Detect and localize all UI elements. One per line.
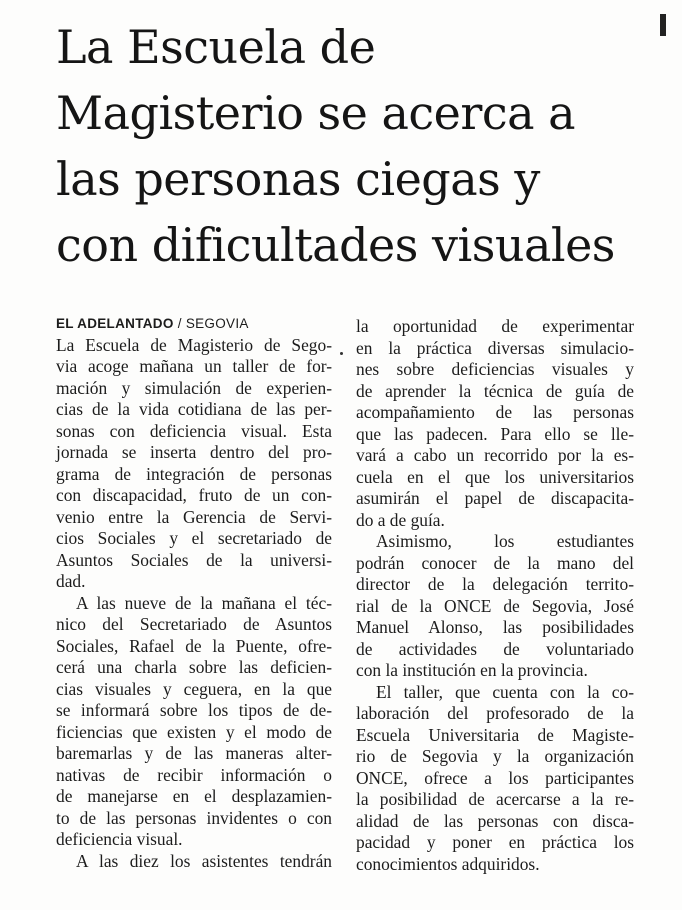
body-line: ONCE, ofrece a los participantes [356, 767, 634, 788]
body-line: El taller, que cuenta con la co- [376, 681, 634, 702]
body-line: cuela en el que los universitarios [356, 466, 634, 487]
body-line: se informará sobre los tipos de de- [56, 700, 332, 720]
body-line: Manuel Alonso, las posibilidades [356, 617, 634, 637]
left-column [56, 313, 332, 872]
body-line: La Escuela de Magisterio de Sego- [56, 334, 332, 355]
headline [56, 14, 656, 278]
body-line: laboración del profesorado de la [356, 703, 634, 723]
body-line: Sociales, Rafael de la Puente, ofre- [56, 635, 332, 656]
body-line: que las padecen. Para ello se lle- [356, 423, 634, 444]
body-line: de actividades de voluntariado [356, 638, 634, 659]
body-line: cerá una charla sobre las deficien- [56, 657, 332, 677]
body-line: Escuela Universitaria de Magiste- [356, 724, 634, 745]
body-line: conocimientos adquiridos. [356, 853, 540, 874]
body-line: dad. [56, 571, 86, 591]
headline-line: las personas ciegas y [56, 152, 540, 206]
body-line: alidad de las personas con disca- [356, 810, 634, 831]
body-line: asumirán el papel de discapacita- [356, 488, 634, 508]
body-line: director de la delegación territo- [356, 574, 634, 594]
body-line: deficiencia visual. [56, 829, 183, 849]
body-line: acompañamiento de las personas [356, 402, 634, 422]
body-line: la oportunidad de experimentar [356, 316, 634, 336]
body-line: cios Sociales y el secretariado de [56, 528, 332, 548]
body-line: pacidad y poner en práctica los [356, 832, 634, 852]
headline-line: La Escuela de [56, 20, 376, 74]
byline-location: SEGOVIA [185, 316, 249, 331]
body-line: grama de integración de personas [56, 463, 332, 484]
headline-line: con dificultades visuales [56, 218, 615, 272]
headline-line: Magisterio se acerca a [56, 86, 576, 140]
body-line: la posibilidad de acercarse a la re- [356, 789, 634, 809]
print-speck [340, 352, 343, 355]
body-line: to de las personas invidentes o con [56, 807, 332, 828]
body-line: de manejarse en el desplazamien- [56, 786, 332, 806]
right-column [356, 316, 634, 875]
body-line: venio entre la Gerencia de Servi- [56, 506, 332, 527]
body-line: cias de la vida cotidiana de las per- [56, 399, 332, 419]
body-line: via acoge mañana un taller de for- [56, 356, 332, 376]
body-line: baremarlas y de las maneras alter- [56, 743, 332, 763]
body-line: de aprender la técnica de guía de [356, 380, 634, 401]
byline-separator: / [173, 316, 186, 331]
body-line: rio de Segovia y la organización [356, 746, 634, 766]
body-line: sonas con deficiencia visual. Esta [56, 420, 332, 441]
body-line: cias visuales y ceguera, en la que [56, 678, 332, 699]
body-line: en la práctica diversas simulacio- [356, 337, 634, 358]
byline [56, 313, 332, 335]
body-line: nico del Secretariado de Asuntos [56, 614, 332, 634]
body-line: ficiencias que existen y el modo de [56, 721, 332, 742]
body-line: jornada se inserta dentro del pro- [56, 442, 332, 462]
body-line: A las nueve de la mañana el téc- [76, 592, 332, 613]
body-line: A las diez los asistentes tendrán [76, 850, 332, 871]
body-line: nativas de recibir información o [56, 764, 332, 785]
print-edge-mark [660, 14, 666, 36]
body-line: con discapacidad, fruto de un con- [56, 485, 332, 505]
body-line: Asuntos Sociales de la universi- [56, 549, 332, 570]
body-line: rial de la ONCE de Segovia, José [356, 595, 634, 616]
body-line: con la institución en la provincia. [356, 660, 588, 680]
body-line: mación y simulación de experien- [56, 377, 332, 398]
body-line: do a de guía. [356, 509, 445, 530]
byline-source: EL ADELANTADO [56, 316, 174, 331]
body-line: podrán conocer de la mano del [356, 552, 634, 573]
body-line: nes sobre deficiencias visuales y [356, 359, 634, 379]
body-line: vará a cabo un recorrido por la es- [356, 445, 634, 465]
body-line: Asimismo, los estudiantes [376, 531, 634, 551]
